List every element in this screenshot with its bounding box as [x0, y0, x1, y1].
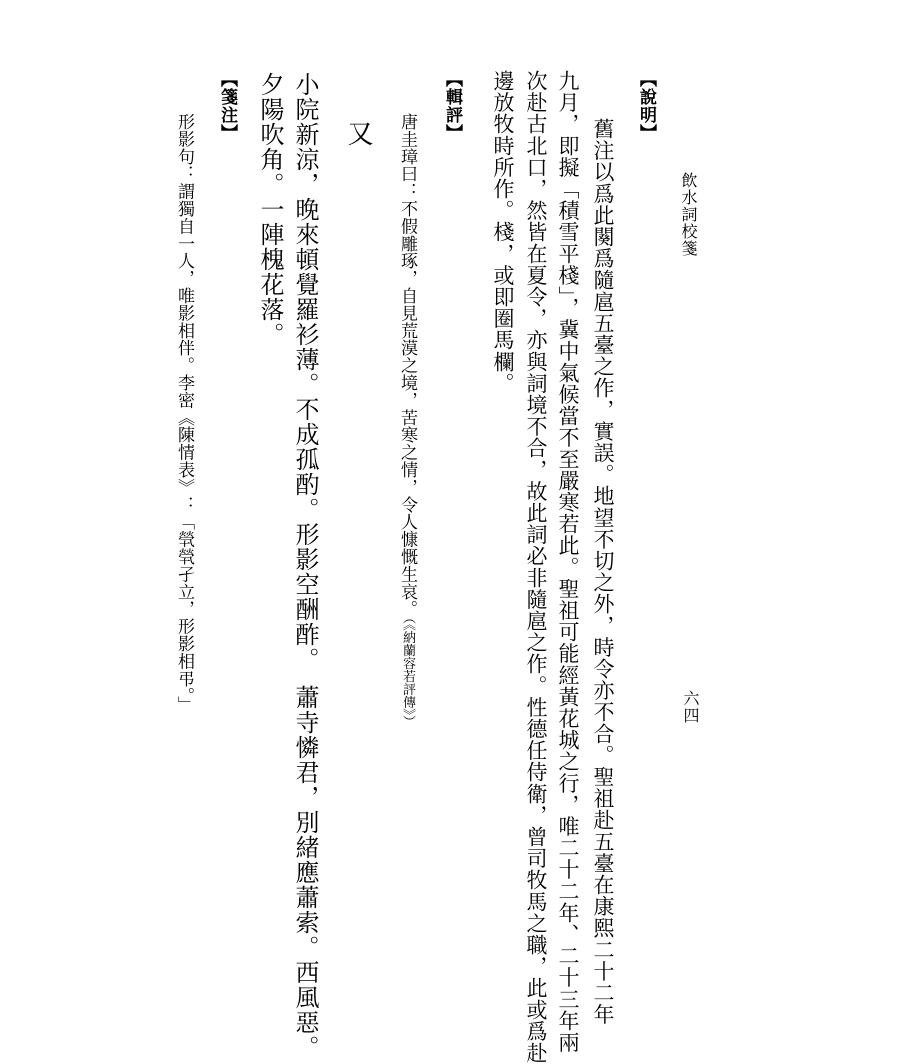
poem-line: 夕陽吹角。一陣槐花落。 — [256, 72, 284, 347]
jiping-heading: 【輯評】 — [442, 70, 462, 142]
poem-title: 又 — [343, 120, 373, 146]
shuoming-line: 次赴古北口，然皆在夏令，亦與詞境不合，故此詞必非隨扈之作。性德任侍衛，曾司牧馬之職，此或爲赴 — [524, 70, 548, 1064]
jiping-source: （《納蘭容若評傳》） — [400, 617, 415, 729]
jianzhu-heading: 【箋注】 — [217, 70, 237, 142]
page-number: 六四 — [681, 690, 700, 724]
jiping-quote — [398, 113, 415, 728]
shuoming-line: 舊注以爲此闋爲隨扈五臺之作，實誤。地望不切之外，時令亦不合。聖祖赴五臺在康熙二十二年 — [591, 118, 615, 1026]
poem-line: 小院新涼，晚來頓覺羅衫薄。不成孤酌。形影空酬酢。 蕭寺憐君，別緒應蕭索。西風惡。 — [291, 72, 319, 1060]
shuoming-line: 九月，即擬「積雪平棧」，冀中氣候當不至嚴寒若此。聖祖可能經黃花城之行，唯二十二年、二十三年兩 — [556, 70, 580, 1054]
jiping-text: 唐圭璋曰：不假雕琢，自見荒漠之境，苦寒之情，令人慷慨生哀。 — [397, 113, 417, 618]
running-head: 飲水詞校箋 — [679, 172, 698, 257]
shuoming-line: 邊放牧時所作。棧，或即圈馬欄。 — [491, 70, 515, 394]
jianzhu-text: 形影句：謂獨自一人，唯影相伴。李密《陳情表》：「煢煢孑立，形影相弔。」 — [174, 113, 194, 714]
shuoming-heading: 【說明】 — [636, 70, 656, 142]
